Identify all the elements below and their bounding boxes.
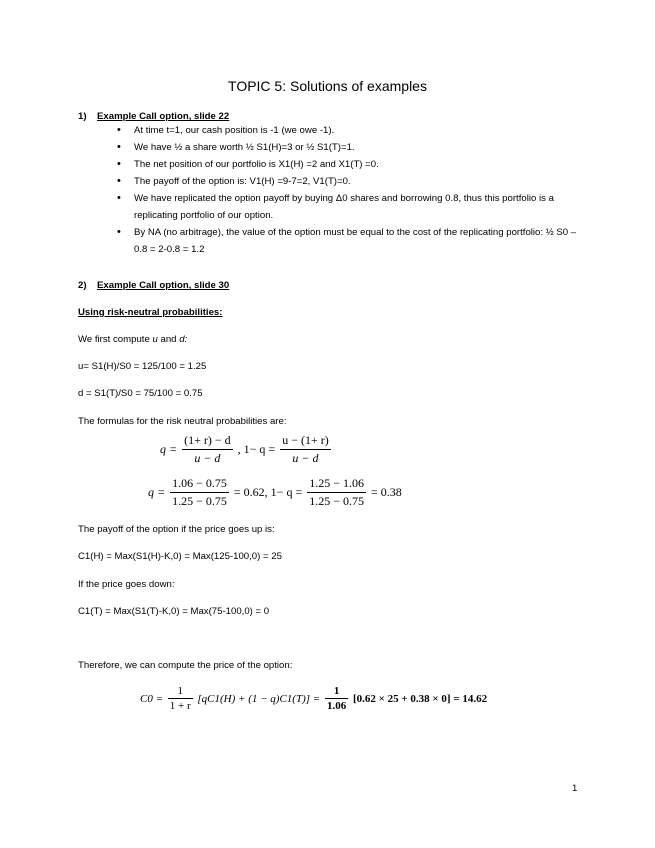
numeric-discount-numerator: 1 [325, 685, 348, 699]
variable-u: u [152, 334, 158, 345]
page-number: 1 [572, 783, 578, 794]
section-1-heading: Example Call option, slide 22 [97, 111, 230, 122]
discount-numerator: 1 [168, 685, 193, 699]
compute-intro-line [78, 334, 187, 346]
price-intro: Therefore, we can compute the price of the option: [78, 660, 293, 671]
one-minus-q-result: = 0.38 [371, 485, 402, 499]
q-fraction [182, 433, 233, 466]
bullet-item: • The payoff of the option is: V1(H) =9-7=2, V1(T)=0. [117, 173, 577, 190]
q-denominator: u − d [194, 451, 221, 465]
section-1-number: 1) [78, 111, 87, 122]
one-minus-q-value-fraction [307, 476, 366, 509]
section-2-number: 2) [78, 280, 87, 291]
q-lhs: q = [160, 442, 178, 456]
numeric-discount-fraction [325, 685, 348, 712]
price-lhs: C0 = [140, 692, 164, 705]
q-value-denominator: 1.25 − 0.75 [172, 494, 227, 508]
bullet-item: • At time t=1, our cash position is -1 (we owe -1). [117, 122, 577, 139]
one-minus-q-value-denominator: 1.25 − 0.75 [309, 494, 364, 508]
q-value-fraction [170, 476, 229, 509]
price-result: [0.62 × 25 + 0.38 × 0] = 14.62 [352, 692, 488, 705]
section-2-subheading: Using risk-neutral probabilities: [78, 307, 223, 318]
payoff-up-calculation: C1(H) = Max(S1(H)-K,0) = Max(125-100,0) = 25 [78, 551, 282, 562]
bullet-item: • The net position of our portfolio is X1(H) =2 and X1(T) =0. [117, 156, 577, 173]
q-lhs: q = [148, 485, 166, 499]
discount-denominator: 1 + r [169, 700, 191, 712]
risk-neutral-formula [160, 433, 333, 466]
section-1-bullet-list [117, 122, 577, 258]
page-title: TOPIC 5: Solutions of examples [228, 78, 427, 94]
numeric-discount-denominator: 1.06 [326, 700, 347, 712]
one-minus-q-value-numerator: 1.25 − 1.06 [307, 476, 366, 493]
discount-fraction [168, 685, 193, 712]
formula-intro: The formulas for the risk neutral probabilities are: [78, 416, 287, 427]
q-result: = 0.62, [233, 485, 268, 499]
payoff-down-calculation: C1(T) = Max(S1(T)-K,0) = Max(75-100,0) = 0 [78, 606, 270, 617]
payoff-down-intro: If the price goes down: [78, 579, 175, 590]
q-value-numerator: 1.06 − 0.75 [170, 476, 229, 493]
one-minus-q-lhs: 1− q = [270, 485, 303, 499]
and-word: and [160, 334, 177, 345]
risk-neutral-values-formula [148, 476, 402, 509]
one-minus-q-numerator: u − (1+ r) [280, 433, 331, 450]
q-numerator: (1+ r) − d [182, 433, 233, 450]
payoff-up-intro: The payoff of the option if the price goes up is: [78, 524, 275, 535]
one-minus-q-fraction [280, 433, 331, 466]
expected-payoff-expression: [qC1(H) + (1 − q)C1(T)] = [197, 692, 321, 705]
bullet-item: • We have replicated the option payoff by buying Δ0 shares and borrowing 0.8, thus this portfolio is a replicating portfolio of our option. [117, 190, 577, 224]
variable-d: d: [179, 334, 188, 345]
compute-intro-text: We first compute [78, 334, 150, 345]
bullet-item: • We have ½ a share worth ½ S1(H)=3 or ½ S1(T)=1. [117, 139, 577, 156]
option-price-formula [140, 685, 487, 712]
bullet-item: • By NA (no arbitrage), the value of the option must be equal to the cost of the replicating portfolio: ½ S0 – 0.8 = 2-0.8 = 1.2 [117, 224, 577, 258]
formula-separator: , 1− q = [237, 442, 276, 456]
section-2-heading: Example Call option, slide 30 [97, 280, 230, 291]
one-minus-q-denominator: u − d [292, 451, 319, 465]
d-calculation: d = S1(T)/S0 = 75/100 = 0.75 [78, 388, 203, 399]
u-calculation: u= S1(H)/S0 = 125/100 = 1.25 [78, 361, 207, 372]
